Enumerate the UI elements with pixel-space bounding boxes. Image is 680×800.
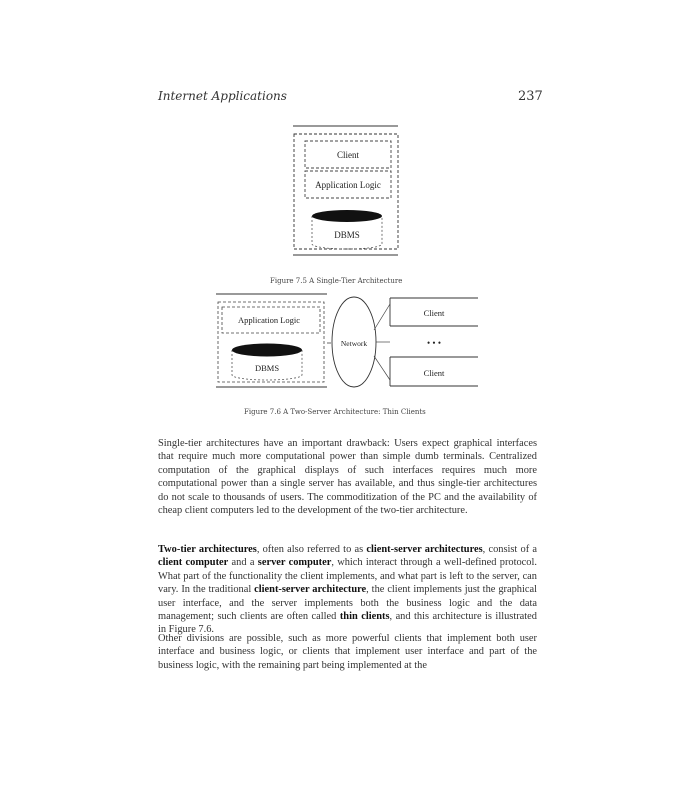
- paragraph-single-tier-drawback: Single-tier architectures have an important drawback: Users expect graphical interfaces that require much more computational power than simple dumb terminals. Centralized computation of the graphical displays of such interfaces requires much more computational power than a single server has available, and thus single-tier architectures do not scale to thousands of users. The commoditization of the PC and the availability of cheap client computers led to the development of the two-tier architecture.: [158, 438, 537, 517]
- figure-7-6-diagram: [214, 290, 484, 396]
- paragraph-other-divisions: Other divisions are possible, such as more powerful clients that implement both user interface and business logic, or clients that implement user interface and part of the business logic, with the remaining part being implemented at the: [158, 633, 537, 671]
- fig75-dbms-cylinder-top: [312, 210, 382, 222]
- fig76-app-logic-label: Application Logic: [237, 315, 301, 325]
- p2-text-4: , which interact through a well-defined protocol. What part of the functionality the client implements, and what part is left to the server, can vary. In the traditional: [158, 557, 537, 596]
- fig76-dbms-cylinder-top: [232, 344, 302, 357]
- p2-text-2: , consist of a: [482, 544, 537, 555]
- term-client-server-architecture: client-server architecture: [254, 584, 367, 596]
- fig75-dbms-label: DBMS: [334, 230, 360, 240]
- fig76-network-client-bottom-line: [374, 356, 390, 380]
- term-client-server-architectures: client-server architectures: [366, 544, 483, 555]
- term-thin-clients: thin clients: [339, 611, 390, 623]
- paragraph-two-tier-architectures: [158, 543, 537, 637]
- figure-7-6-caption: Figure 7.6 A Two-Server Architecture: Thin Clients: [244, 408, 426, 416]
- term-client-computer: client computer: [158, 557, 229, 569]
- fig76-network-label: Network: [340, 339, 368, 348]
- term-server-computer: server computer: [257, 557, 332, 569]
- fig76-client-ellipsis: • • •: [427, 338, 441, 348]
- p2-text-1: , often also referred to as: [256, 544, 367, 555]
- figure-7-5-caption: Figure 7.5 A Single-Tier Architecture: [270, 277, 403, 285]
- page-number: 237: [518, 89, 543, 104]
- figure-7-5-diagram: [290, 124, 402, 258]
- fig76-network-client-top-line: [374, 304, 390, 330]
- p2-text-3: and a: [228, 557, 258, 569]
- running-header-title: Internet Applications: [158, 89, 287, 103]
- fig76-client-bottom-label: Client: [423, 368, 445, 378]
- p2-text-5: , the client implements just the graphical user interface, and the server implements both the business logic and the data management; such clients are often called: [158, 584, 537, 623]
- fig75-app-logic-label: Application Logic: [315, 180, 381, 190]
- fig76-client-top-label: Client: [423, 308, 445, 318]
- term-two-tier-architectures: Two-tier architectures: [158, 544, 257, 555]
- fig76-dbms-label: DBMS: [254, 363, 280, 373]
- p2-text-6: , and this architecture is illustrated in Figure 7.6.: [158, 611, 537, 636]
- fig75-client-label: Client: [337, 150, 359, 160]
